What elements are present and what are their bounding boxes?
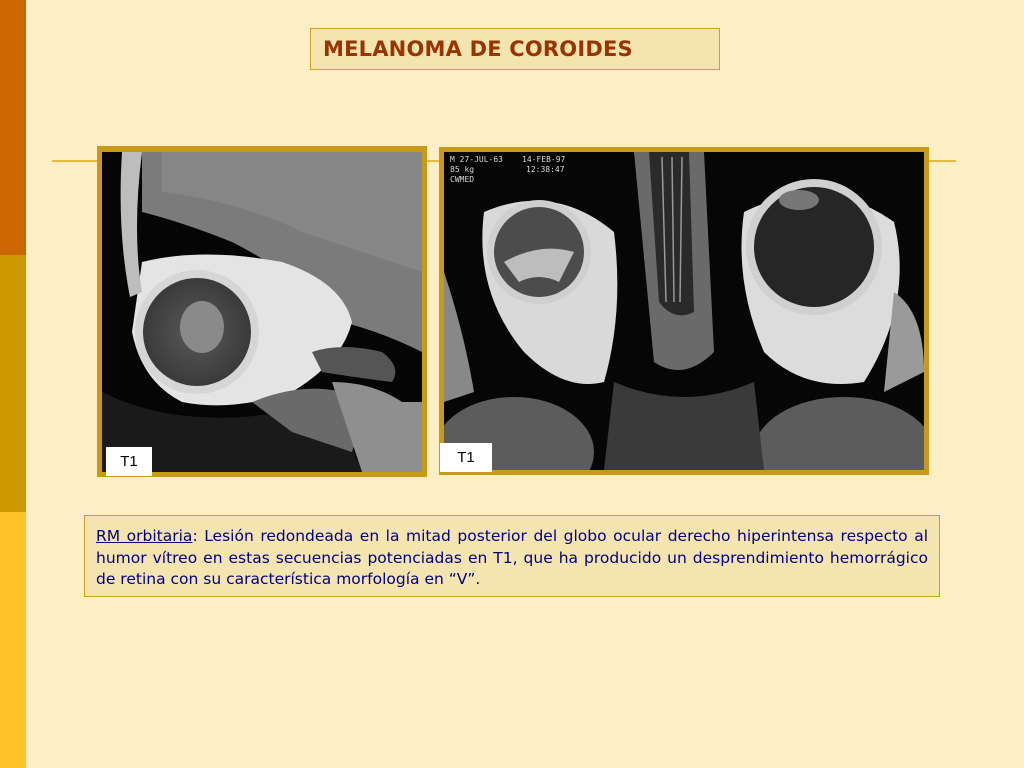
accent-stripe-middle <box>0 255 26 512</box>
mri-sagittal-orbit-icon <box>102 152 422 472</box>
scan-overlay-time: 12:38:47 <box>526 165 565 174</box>
caption-link[interactable]: RM orbitaria <box>96 527 193 545</box>
divider-line-right <box>926 160 956 162</box>
title-box <box>310 28 720 70</box>
image-label-t1-axial: T1 <box>440 443 492 472</box>
scan-overlay-date: 14-FEB-97 <box>522 155 566 164</box>
accent-stripe-bottom <box>0 512 26 768</box>
scan-overlay-line-3: CWMED <box>450 175 475 184</box>
divider-line-left <box>52 160 98 162</box>
mri-sagittal-image <box>102 152 422 472</box>
caption-body: : Lesión redondeada en la mitad posterior del globo ocular derecho hiperintensa respecto al humor vítreo en estas secuencias potenciadas en T1, que ha producido un desprendimiento hemorrágico de retina con su característica morfología en “V”. <box>96 527 928 588</box>
mri-axial-orbit-icon <box>444 152 924 470</box>
image-label-t1-sagittal: T1 <box>106 447 152 476</box>
slide-title: MELANOMA DE COROIDES <box>323 37 633 61</box>
caption-box <box>84 515 940 597</box>
divider-line-middle <box>426 160 440 162</box>
mri-axial-image <box>444 152 924 470</box>
scan-overlay-line-1: M 27-JUL-63 <box>450 155 503 164</box>
scan-overlay-line-2: 85 kg <box>450 165 475 174</box>
accent-stripe-top <box>0 0 26 255</box>
